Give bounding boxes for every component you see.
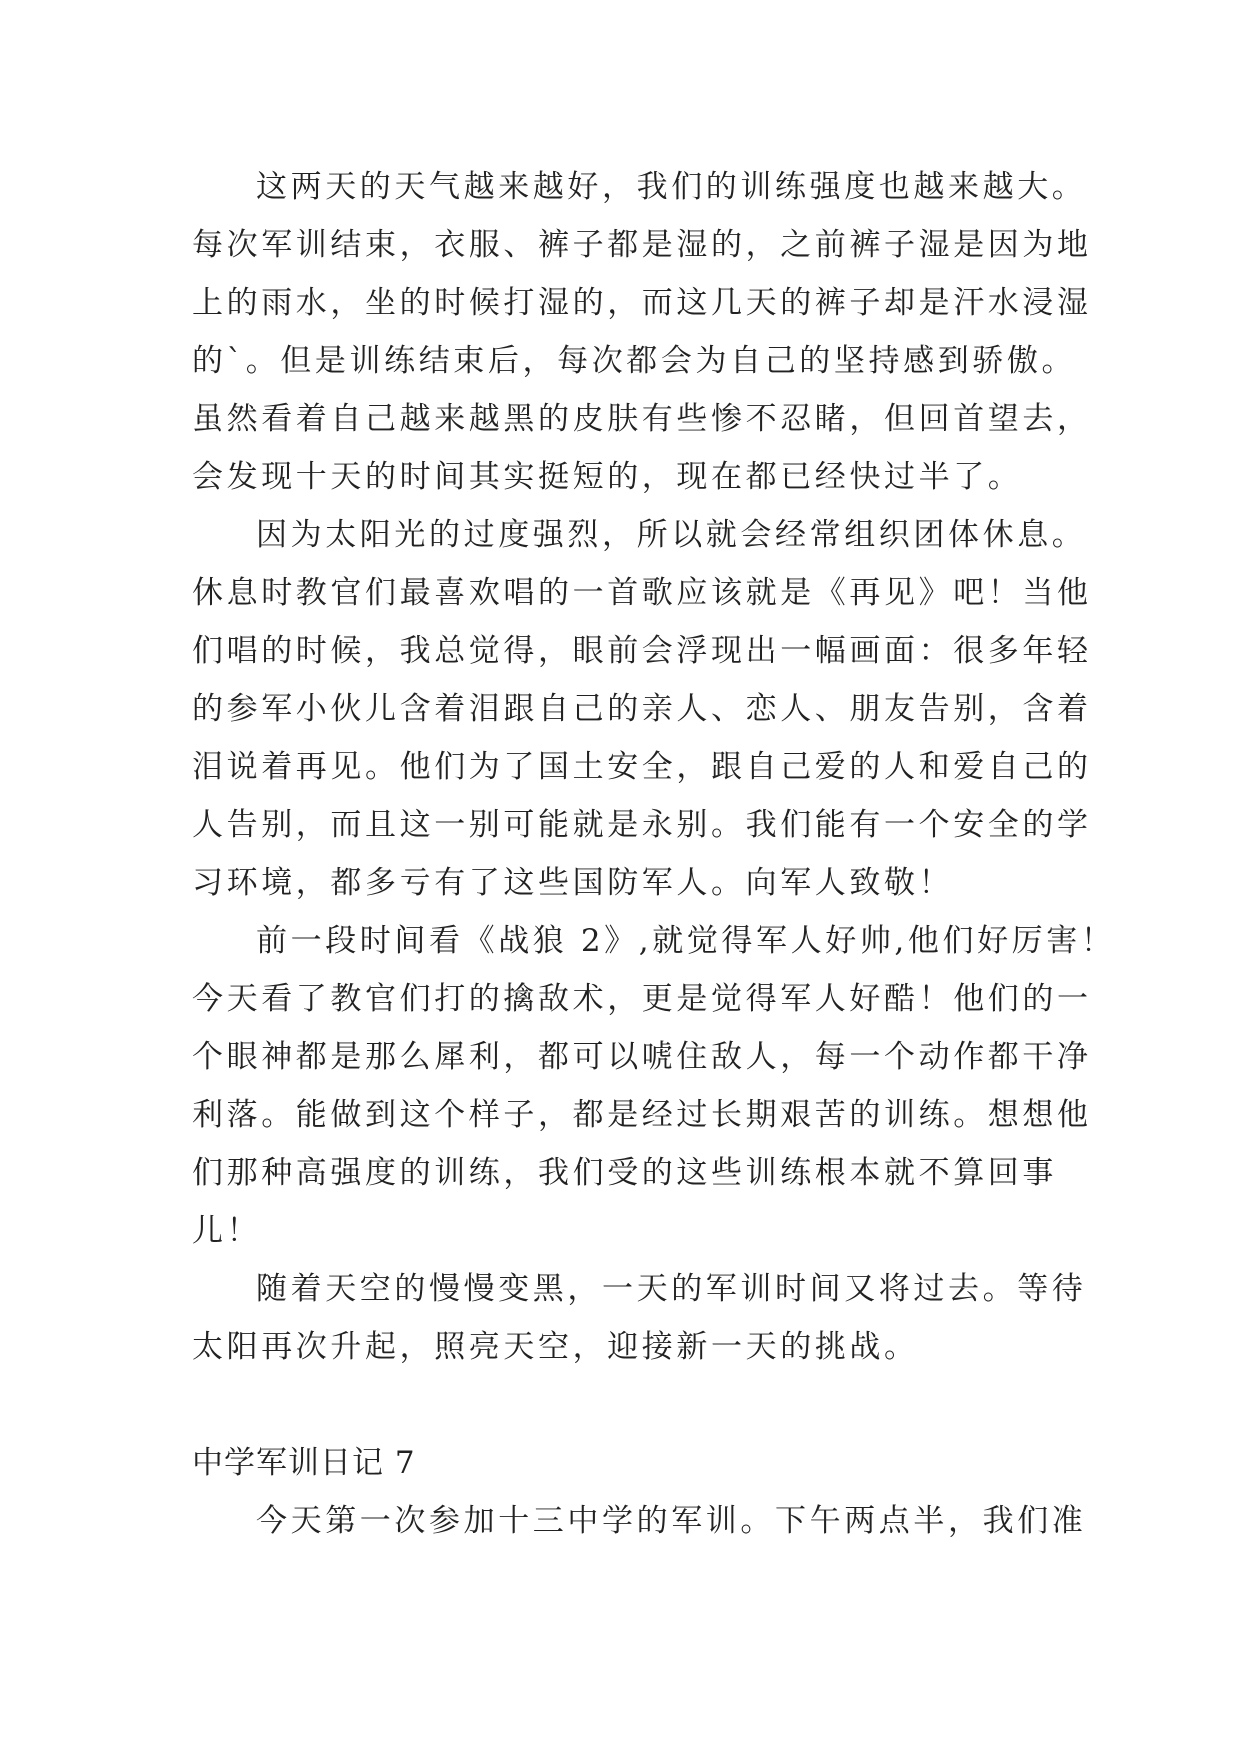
text-line: 个眼神都是那么犀利，都可以唬住敌人，每一个动作都干净 <box>192 1039 1092 1075</box>
text-line: 前一段时间看《战狼 2》,就觉得军人好帅,他们好厉害！ <box>256 923 1116 959</box>
text-line: 们那种高强度的训练，我们受的这些训练根本就不算回事 <box>192 1155 1057 1191</box>
paragraph-sunset <box>192 1260 1087 1376</box>
text-line: 人告别，而且这一别可能就是永别。我们能有一个安全的学 <box>192 807 1092 843</box>
section-heading: 中学军训日记 7 <box>192 1445 416 1481</box>
text-line: 们唱的时候，我总觉得，眼前会浮现出一幅画面：很多年轻 <box>192 633 1092 669</box>
text-line: 这两天的天气越来越好，我们的训练强度也越来越大。 <box>256 169 1087 205</box>
text-line: 会发现十天的时间其实挺短的，现在都已经快过半了。 <box>192 459 1023 495</box>
text-line: 今天第一次参加十三中学的军训。下午两点半，我们准 <box>256 1503 1087 1539</box>
paragraph-soldiers-cool <box>192 912 1116 1260</box>
text-line: 今天看了教官们打的擒敌术，更是觉得军人好酷！他们的一 <box>192 981 1092 1017</box>
paragraph-weather-training <box>192 158 1092 506</box>
text-line: 太阳再次升起，照亮天空，迎接新一天的挑战。 <box>192 1329 919 1365</box>
text-line: 上的雨水，坐的时候打湿的，而这几天的裤子却是汗水浸湿 <box>192 285 1092 321</box>
text-line: 的参军小伙儿含着泪跟自己的亲人、恋人、朋友告别，含着 <box>192 691 1092 727</box>
paragraph-rest-song <box>192 506 1092 912</box>
text-line: 虽然看着自己越来越黑的皮肤有些惨不忍睹，但回首望去， <box>192 401 1092 437</box>
blank-line <box>192 1376 1072 1434</box>
text-line: 的`。但是训练结束后，每次都会为自己的坚持感到骄傲。 <box>192 343 1077 379</box>
text-line: 随着天空的慢慢变黑，一天的军训时间又将过去。等待 <box>256 1271 1087 1307</box>
text-line: 儿！ <box>192 1213 262 1249</box>
text-line: 因为太阳光的过度强烈，所以就会经常组织团体休息。 <box>256 517 1087 553</box>
text-line: 休息时教官们最喜欢唱的一首歌应该就是《再见》吧！当他 <box>192 575 1092 611</box>
paragraph-first-day <box>192 1492 1087 1550</box>
text-line: 利落。能做到这个样子，都是经过长期艰苦的训练。想想他 <box>192 1097 1092 1133</box>
text-line: 每次军训结束，衣服、裤子都是湿的，之前裤子湿是因为地 <box>192 227 1092 263</box>
text-line: 习环境，都多亏有了这些国防军人。向军人致敬！ <box>192 865 954 901</box>
text-line: 泪说着再见。他们为了国土安全，跟自己爱的人和爱自己的 <box>192 749 1092 785</box>
document-body <box>192 158 1116 1550</box>
